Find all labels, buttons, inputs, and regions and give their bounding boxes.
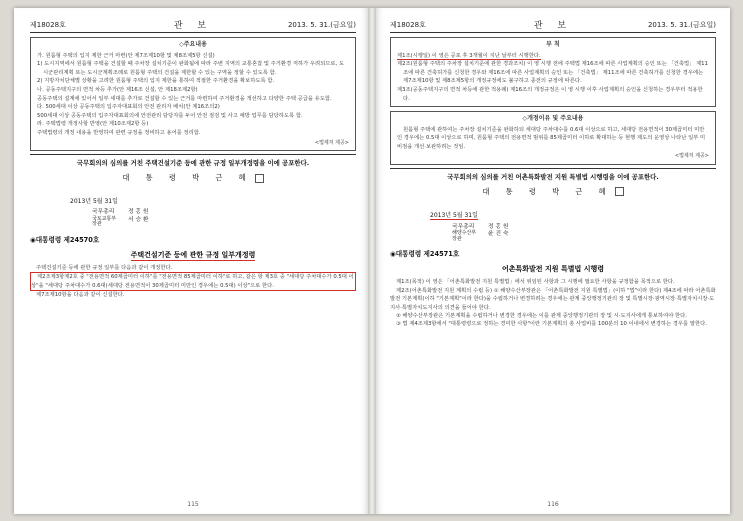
divider [390, 168, 716, 169]
promulgation-date: 2013년 5월 31일 [70, 198, 118, 206]
summary-item: 1) 도시지역에서 원룸형 주택을 건설할 때 주차장 설치기준이 완화됨에 따라 주변 지역의 교통혼잡 및 주거환경 저하가 우려되므로, 도시군관리계획 또는 도시군계획조례로 원룸형 주택의 건설을 제한할 수 있는 구역을 정할 수 있도록 함. [37, 61, 344, 76]
decree-number: ◉대통령령 제24570호 [30, 236, 100, 244]
seal-icon [615, 187, 624, 196]
summary-item: 주택법령의 개정 내용을 반영하여 관련 규정을 정비하고 용어를 정리함. [37, 129, 201, 136]
issue-date: 2013. 5. 31.(금요일) [287, 21, 356, 29]
law-paragraph: 제1조(목적) 이 영은 「어촌특화발전 지원 특별법」에서 위임된 사항과 그 시행에 필요한 사항을 규정함을 목적으로 한다. [396, 279, 675, 286]
signatory-role: 국무총리 [92, 209, 115, 216]
reason-text: 원룸형 주택에 관하여는 주차장 설치기준을 완화하되 세대당 주차대수를 0.6대 이상으로 하고, 세대당 전용면적이 30제곱미터 미만인 경우에는 0.5대 이상으로 하며, 원룸형 주택의 전용면적 범위를 85제곱미터 이하로 확대하는 등 현행 제도의 운영상 나타난 일부 미비점을 개선·보완하려는 것임. [397, 126, 706, 150]
signatories [452, 224, 716, 243]
law-title [30, 250, 356, 260]
supplementary-line-highlighted: 제1조(시행일) 이 영은 공포 후 3개월이 지난 날부터 시행한다. [397, 52, 541, 59]
supplementary-line-wrap [397, 52, 709, 61]
proclamation: 국무회의의 심의를 거친 어촌특화발전 지원 특별법 시행령을 이에 공포한다. [447, 172, 659, 181]
signatories [92, 209, 356, 228]
page-header [30, 18, 356, 33]
summary-item: 500세대 이상 공동주택의 입주자대표회의에 안전관리 담당자를 두어 안전 점검 및 사고 예방 업무를 담당하도록 함. [37, 112, 303, 119]
book-gutter [368, 8, 376, 514]
president-line [390, 187, 716, 197]
signatory-name: 정 홍 원 [128, 209, 149, 216]
signatory-row [92, 209, 356, 217]
signatory-name: 정 홍 원 [488, 223, 509, 230]
law-paragraph: 주택건설기준 등에 관한 규정 일부를 다음과 같이 개정한다. [36, 265, 173, 271]
gazette-title: 관 보 [173, 21, 213, 31]
summary-title: ◇주요내용 [179, 41, 207, 48]
signatory-name: 윤 진 숙 [488, 231, 509, 238]
page-number: 116 [547, 501, 559, 508]
summary-source: <법제처 제공> [314, 139, 349, 146]
seal-icon [255, 174, 264, 183]
signatory-row [452, 231, 716, 242]
law-title-text: 주택건설기준 등에 관한 규정 일부개정령 [130, 251, 256, 259]
reason-title: ◇개정이유 및 주요내용 [522, 115, 584, 123]
reason-box [390, 111, 716, 164]
issue-number: 제18028호 [30, 21, 66, 29]
decree-number: ◉대통령령 제24571호 [390, 250, 460, 259]
issue-number: 제18028호 [390, 21, 426, 29]
president-line [30, 173, 356, 183]
law-title [390, 264, 716, 274]
promulgation-date: 2013년 5월 31일 [430, 211, 478, 219]
summary-intro: 가. 원룸형 주택의 입지 제한 근거 마련(안 제7조제10항 및 제8조제5항 신설) [37, 52, 215, 59]
signatory-role: 국무총리 [452, 223, 475, 230]
document-spread [14, 8, 730, 514]
summary-item: 나. 공동주택지구의 면적 차등 추가(안 제16조 신설, 안 제18조제2항) [37, 86, 198, 93]
law-title-text: 어촌특화발전 지원 특별법 시행령 [502, 265, 604, 274]
supplementary-line: 제2조(원룸형 주택의 주차장 설치기준에 관한 경과조치) 이 영 시행 전에 주택법 제16조에 따른 사업계획의 승인 또는 「건축법」 제11조에 따른 건축허가를 신청한 경우와 제16조에 따른 사업계획의 승인 또는 「건축법」 제11조에 따른 건축허가를 신청한 경우에는 제7조제10항 및 제8조제5항의 개정규정에도 불구하고 종전의 규정에 따른다. [397, 61, 708, 85]
reason-source: <법제처 제공> [674, 152, 709, 159]
law-paragraph: ② 해양수산부장관은 기본계획을 수립하거나 변경한 경우에는 이를 관계 중앙행정기관의 장 및 시·도지사에게 통보하여야 한다. [396, 313, 687, 320]
proclamation: 국무회의의 심의를 거친 주택건설기준 등에 관한 규정 일부개정령을 이에 공포한다. [76, 159, 310, 168]
signatory-row [92, 217, 356, 228]
signatory-role: 해양수산부장관 [452, 230, 477, 242]
signatory-role: 국토교통부장관 [92, 215, 117, 228]
president-name: 대 통 령 박 근 혜 [482, 186, 613, 196]
summary-item: 라. 주택법령 개정사항 반영(안 제10조제2항 등) [37, 121, 149, 128]
divider [30, 154, 356, 155]
supplementary-line: 제3조(공동주택지구의 면적 차등에 관한 적용례) 제16조의 개정규정은 이 영 시행 이후 사업계획의 승인을 신청하는 경우부터 적용한다. [397, 86, 703, 102]
signatory-name: 서 승 환 [128, 216, 149, 223]
gazette-title: 관 보 [533, 21, 573, 31]
summary-box [30, 37, 356, 151]
law-paragraph: 제7조제10항을 다음과 같이 신설한다. [36, 292, 125, 299]
summary-item: 공동주택의 설계에 있어서 일부 세대를 추가로 건설할 수 있는 근거를 마련하여 주거환경을 개선하고 다양한 주택 공급을 유도함. [37, 95, 332, 102]
summary-item: 다. 500세대 이상 공동주택의 입주자대표회의 안전 관리자 배치(안 제16조의2) [37, 104, 220, 111]
law-paragraph: ③ 법 제4조제3항에서 "대통령령으로 정하는 경미한 사항"이란 기본계획의 총 사업비를 100분의 10 이내에서 변경하는 경우를 말한다. [396, 321, 707, 328]
law-paragraph: 제2조(어촌특화발전 지원 계획의 수립 등) ① 해양수산부장관은 「어촌특화발전 지원 특별법」(이하 "법"이라 한다) 제4조에 따라 어촌특화발전 기본계획(이하 "기본계획"이라 한다)을 수립하거나 변경하려는 경우에는 관계 중앙행정기관의 장 및 특별시장·광역시장·특별자치시장·도지사·특별자치도지사의 의견을 들어야 한다. [390, 287, 716, 311]
page-header [390, 18, 716, 33]
law-paragraph-highlighted: 제2조제3항제2호 중 "전용면적 60제곱미터 이하"를 "전용면적 85제곱미터 이하"로 하고, 같은 항 제3호 중 "세대당 주차대수가 0.5대 이상"을 "세대당 주차대수가 0.6대(세대당 전용면적이 30제곱미터 미만인 경우에는 0.5대) 이상"으로 한다. [30, 272, 356, 291]
issue-date: 2013. 5. 31.(금요일) [647, 21, 716, 29]
summary-item: 2) 지방자치단체별 상황을 고려한 원룸형 주택의 입지 제한을 통하여 적절한 주거환경을 확보하도록 함. [37, 78, 275, 85]
supplementary-title: 부 칙 [546, 41, 560, 48]
president-name: 대 통 령 박 근 혜 [122, 173, 253, 183]
left-page [14, 8, 368, 514]
supplementary-box [390, 37, 716, 107]
page-number: 115 [187, 501, 199, 508]
right-page [376, 8, 730, 514]
